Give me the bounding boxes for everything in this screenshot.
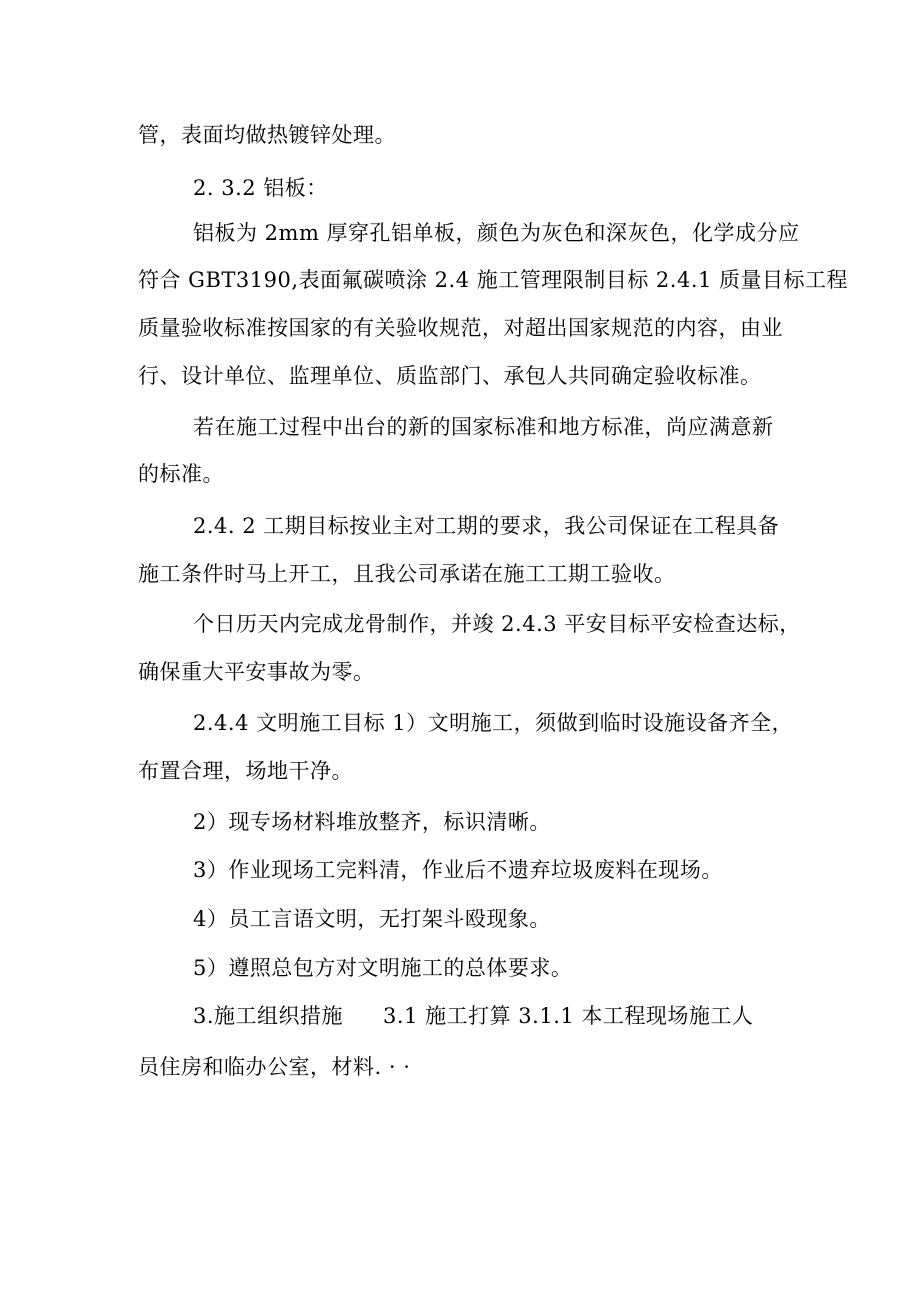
- text-line-9: 2.4. 2 工期目标按业主对工期的要求，我公司保证在工程具备: [193, 514, 780, 538]
- list-item-5: 5）遵照总包方对文明施工的总体要求。: [193, 956, 573, 980]
- text-line-11: 个日历天内完成龙骨制作，并竣 2.4.3 平安目标平安检查达标，: [193, 612, 801, 636]
- text-line-20: 员住房和临办公室，材料. · ·: [138, 1055, 411, 1079]
- text-line-6: 行、设计单位、监理单位、质监部门、承包人共同确定验收标准。: [138, 364, 762, 388]
- text-line-8: 的标准。: [138, 462, 224, 486]
- list-item-2: 2）现专场材料堆放整齐，标识清晰。: [193, 810, 551, 834]
- text-line-19: [193, 1002, 753, 1030]
- text-line-1: 管，表面均做热镀锌处理。: [138, 123, 396, 147]
- text-line-13: 2.4.4 文明施工目标 1）文明施工，须做到临时设施设备齐全，: [193, 711, 794, 735]
- section-heading-construction-plan: 3.1 施工打算 3.1.1 本工程现场施工人: [383, 1004, 754, 1028]
- text-line-12: 确保重大平安事故为零。: [138, 660, 375, 684]
- text-line-10: 施工条件时马上开工，且我公司承诺在施工工期工验收。: [138, 562, 676, 586]
- section-heading-aluminum-plate: 2. 3.2 铝板：: [193, 176, 328, 200]
- text-line-5: 质量验收标准按国家的有关验收规范，对超出国家规范的内容，由业: [138, 316, 783, 340]
- text-line-3: 铝板为 2mm 厚穿孔铝单板，颜色为灰色和深灰色，化学成分应: [193, 221, 800, 245]
- section-heading-construction-measures: 3.施工组织措施: [193, 1004, 344, 1028]
- text-line-4: 符合 GBT3190,表面氟碳喷涂 2.4 施工管理限制目标 2.4.1 质量目标工程: [138, 268, 849, 292]
- text-line-14: 布置合理，场地干净。: [138, 759, 353, 783]
- text-line-7: 若在施工过程中出台的新的国家标准和地方标准，尚应满意新: [193, 415, 774, 439]
- list-item-3: 3）作业现场工完料清，作业后不遗弃垃圾废料在现场。: [193, 858, 723, 882]
- list-item-4: 4）员工言语文明，无打架斗殴现象。: [193, 907, 551, 931]
